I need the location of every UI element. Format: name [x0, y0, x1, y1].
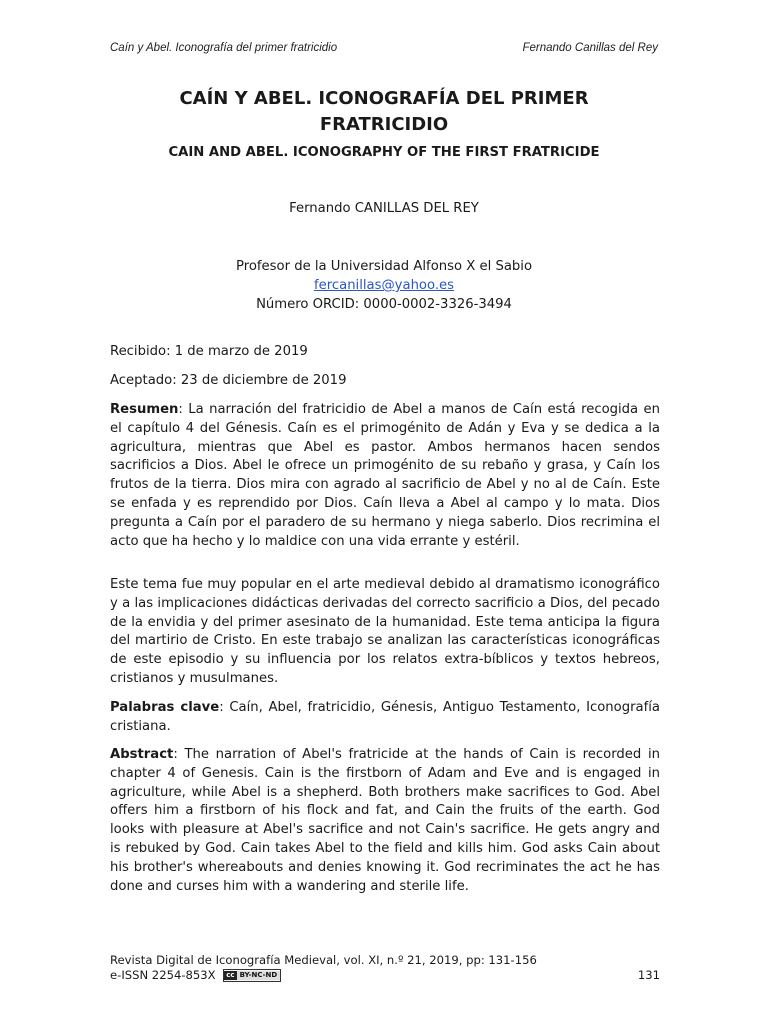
cc-icon: cc [226, 971, 235, 979]
footer-issn: e-ISSN 2254-853X [110, 968, 216, 982]
author-email-link[interactable]: fercanillas@yahoo.es [313, 278, 455, 293]
affiliation-position: Profesor de la Universidad Alfonso X el Sabio [235, 259, 533, 274]
keywords-text: : Caín, Abel, fratricidio, Génesis, Antiguo Testamento, Iconografía cristiana. [110, 700, 660, 734]
received-date: Recibido: 1 de marzo de 2019 [110, 344, 308, 359]
title-line-1: CAÍN Y ABEL. ICONOGRAFÍA DEL PRIMER [179, 88, 589, 109]
page-number: 131 [637, 968, 660, 982]
resumen-label: Resumen [110, 402, 179, 417]
running-header-title: Caín y Abel. Iconografía del primer fratricidio [110, 42, 338, 54]
article-subtitle: CAIN AND ABEL. ICONOGRAPHY OF THE FIRST FRATRICIDE [168, 145, 600, 160]
resumen-paragraph [110, 401, 660, 551]
resumen-p2-text: Este tema fue muy popular en el arte medieval debido al dramatismo iconográfico y a las implicaciones didácticas derivadas del correcto sacrificio a Dios, del pecado de la envidia y del primer asesinato de la humanidad. Este tema anticipa la figura del martirio de Cristo. En este trabajo se analizan las características iconográficas de este episodio y su influencia por los relatos extra-bíblicos y textos hebreos, cristianos y musulmanes. [110, 577, 660, 686]
accepted-date: Aceptado: 23 de diciembre de 2019 [110, 373, 347, 388]
author-name: Fernando CANILLAS DEL REY [289, 201, 479, 216]
abstract-text: : The narration of Abel's fratricide at the hands of Cain is recorded in chapter 4 of Genesis. Cain is the firstborn of Adam and Eve and is engaged in agriculture, while Abel is a shepherd. Both brothers make sacrifices to God. Abel offers him a firstborn of his flock and fat, and Cain the fruits of the earth. God looks with pleasure at Abel's sacrifice and not Cain's sacrifice. He gets angry and is rebuked by God. Cain takes Abel to the field and kills him. God asks Cain about his brother's whereabouts and denies knowing it. God recriminates the act he has done and curses him with a wandering and sterile life. [110, 747, 660, 894]
abstract-label: Abstract [110, 747, 174, 762]
affiliation-block [110, 257, 658, 314]
orcid: Número ORCID: 0000-0002-3326-3494 [256, 297, 512, 312]
resumen-paragraph-2 [110, 576, 660, 689]
keywords-label: Palabras clave [110, 700, 220, 715]
running-header [110, 42, 658, 54]
title-line-2: FRATRICIDIO [319, 114, 449, 135]
abstract-paragraph [110, 746, 660, 896]
running-header-author: Fernando Canillas del Rey [522, 42, 658, 54]
cc-license-terms: BY-NC-ND [237, 971, 281, 980]
page-footer [110, 953, 660, 983]
article-title [110, 86, 658, 138]
keywords-paragraph [110, 699, 660, 737]
resumen-text: : La narración del fratricidio de Abel a manos de Caín está recogida en el capítulo 4 del Génesis. Caín es el primogénito de Adán y Eva y se dedica a la agricultura, mientras que Abel es pastor. Ambos hermanos hacen sendos sacrificios a Dios. Abel le ofrece un primogénito de su rebaño y grasa, y Caín los frutos de la tierra. Dios mira con agrado al sacrificio de Abel y no al de Caín. Este se enfada y es reprendido por Dios. Caín lleva a Abel al campo y lo mata. Dios pregunta a Caín por el paradero de su hermano y niega saberlo. Dios recrimina el acto que ha hecho y lo maldice con una vida errante y estéril. [110, 402, 660, 549]
cc-license-badge[interactable] [223, 969, 281, 982]
footer-journal: Revista Digital de Iconografía Medieval, vol. XI, n.º 21, 2019, pp: 131-156 [110, 953, 537, 967]
